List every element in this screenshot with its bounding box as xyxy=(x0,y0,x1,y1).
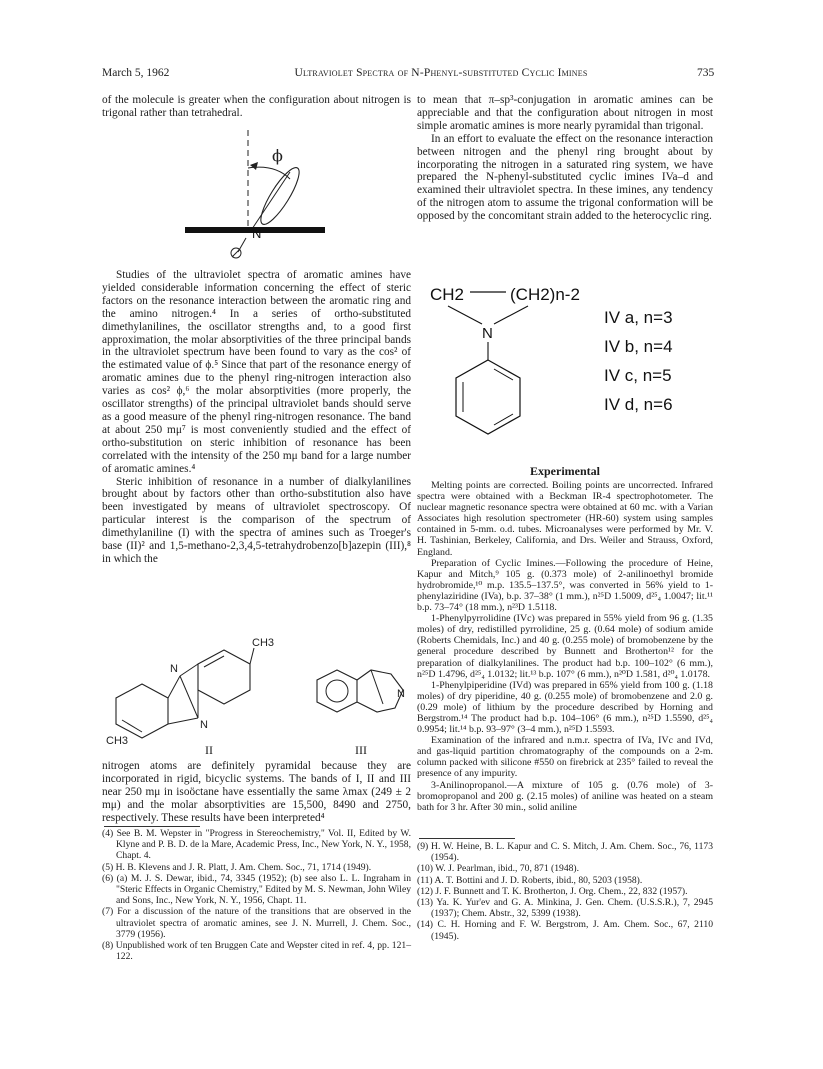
experimental-p3: 1-Phenylpiperidine (IVd) was prepared in 65% yield from 100 g. (1.18 moles) of dry piperidine, 40 g. (0.255 mole) of bromobenzene and 2.0 g. (0.29 mole) of lithium by the procedure described by Horning and Bergstrom.¹⁴ The product had b.p. 104–106° (6 mm.), n²⁵D 1.5590, d²⁵₄ 0.9954; lit.¹⁴ b.p. 93–97° (3–4 mm.), n²⁵D 1.5593. xyxy=(417,679,713,736)
compound-label-iii: III xyxy=(355,743,367,757)
benzene-ring-left xyxy=(116,684,168,738)
figure-troeger-base xyxy=(104,632,314,744)
methyl-top-label: CH3 xyxy=(252,637,275,649)
phenyl-inner-2 xyxy=(494,369,513,380)
left-main-text xyxy=(102,269,411,566)
experimental-p5: 3-Anilinopropanol.—A mixture of 105 g. (0.76 mole) of 3-bromopropanol and 200 g. (2.15 moles) of aniline was heated on a steam bath for 3 hr. After 30 min., solid aniline xyxy=(417,779,713,813)
methano-bridge xyxy=(371,670,383,704)
methyl-bottom-label: CH3 xyxy=(106,735,129,744)
footnote-12: (12) J. F. Bunnett and T. K. Brotherton, J. Org. Chem., 22, 832 (1957). xyxy=(417,885,688,897)
left-text-after-figure xyxy=(102,760,411,825)
left-text-p2: Steric inhibition of resonance in a number of dialkylanilines brought about by factors other than ortho-substitution also have been investigated by means of ultraviolet spectroscopy. Of particular interest is the comparison of the spectrum of dimethylaniline (I) with the spectra of amines such as Troeger's base (II)² and 1,5-methano-2,3,4,5-tetrahydrobenzo[b]azepin (III),⁸ in which the xyxy=(102,475,411,565)
footnote-4: (4) See B. M. Wepster in "Progress in Stereochemistry," Vol. II, Edited by W. Klyne and P. B. D. de la Mare, Academic Press, Inc., New York, N. Y., 1958, Chapt. 4. xyxy=(102,828,411,862)
footnote-8: (8) Unpublished work of ten Bruggen Cate and Wepster cited in ref. 4, pp. 121–122. xyxy=(102,940,411,963)
methylene-bridge xyxy=(180,676,198,718)
experimental-p2: 1-Phenylpyrrolidine (IVc) was prepared in 55% yield from 96 g. (1.35 moles) of dry, redistilled pyrrolidine, 25 g. (0.64 mole) of sodium amide (Roberts Chemidals, Inc.) and 40 g. (0.255 mole) of bromobenzene by the general procedure described by Bunnett and Brotherton¹² for the preparation of dialkylanilines. The product had b.p. 100–102° (6 mm.), n²⁵D 1.4796, d²⁵₄ 1.0132; lit.¹³ b.p. 107° (6 mm.), n²⁰D 1.581, d²⁰₄ 1.0178. xyxy=(417,613,713,680)
page-number: 735 xyxy=(697,67,715,79)
right-text-p1: In an effort to evaluate the effect on the resonance interaction between nitrogen and the phenyl ring brought about by incorporating the nitrogen in a saturated ring system, we have prepared the N-phenyl-substituted cyclic imines IVa–d and examined their ultraviolet spectra. In these imines, any tendency of the nitrogen atom to assume the trigonal conformation will be opposed by the concomitant strain added to the heterocyclic ring. xyxy=(417,132,713,223)
header-date: March 5, 1962 xyxy=(102,67,170,79)
bridge-n1-b xyxy=(180,664,198,676)
orbital-axis xyxy=(250,172,290,232)
left-footnote-rule xyxy=(104,826,200,827)
variant-ivb: IV b, n=4 xyxy=(604,337,673,356)
footnote-5: (5) H. B. Klevens and J. R. Platt, J. Am. Chem. Soc., 71, 1714 (1949). xyxy=(102,861,372,873)
experimental-p1: Preparation of Cyclic Imines.—Following the procedure of Heine, Kapur and Mitch,⁹ 105 g. (0.373 mole) of 2-anilinoethyl bromide hydrobromide,¹⁰ m.p. 135.5–137.5°, was converted in 56% yield to 1-phenylaziridine (IVa), b.p. 37–38° (1 mm.), n²⁵D 1.5009, d²⁵₄ 1.0047; lit.¹¹ b.p. 73–74° (18 mm.), n²³D 1.5118. xyxy=(417,557,713,614)
imine-variant-list xyxy=(604,303,673,419)
footnote-13: (13) Ya. K. Yur'ev and G. A. Minkina, J. Gen. Chem. (U.S.S.R.), 7, 2945 (1937); Chem. Abstr., 32, 5399 (1938). xyxy=(417,897,713,920)
right-footnote-rule xyxy=(419,838,515,839)
footnote-6: (6) (a) M. J. S. Dewar, ibid., 74, 3345 (1952); (b) see also L. L. Ingraham in "Steric Effects in Organic Chemistry," Edited by M. S. Newman, John Wiley and Sons, Inc., New York, N. Y., 1956, Chapt. 11. xyxy=(102,872,411,907)
nitrogen-b-label: N xyxy=(200,719,208,731)
footnote-11: (11) A. T. Bottini and J. D. Roberts, ibid., 80, 5203 (1958). xyxy=(417,874,643,886)
imine-nitrogen: N xyxy=(482,325,493,342)
bridge-n2-a xyxy=(168,718,198,724)
left-text-p3: nitrogen atoms are definitely pyramidal because they are incorporated in rigid, bicyclic systems. The bands of I, II and III near 250 mμ in isoöctane have essentially the same λmax (249 ± 2 mμ) and the molar absorptivities are 15,500, 8490 and 2750, respectively. These results have been interpreted⁴ xyxy=(102,760,411,824)
experimental-text xyxy=(417,480,713,813)
bridge-n1-a xyxy=(168,676,180,698)
compound-label-ii: II xyxy=(205,743,213,757)
ch2-label: CH2 xyxy=(430,285,465,304)
variant-iva: IV a, n=3 xyxy=(604,308,673,327)
lower-atom-slash xyxy=(232,249,240,257)
nitrogen-iii-label: N xyxy=(397,688,405,700)
benzene-ring-iii xyxy=(317,670,357,712)
left-ring-bond xyxy=(448,306,482,324)
footnote-9: (9) H. W. Heine, B. L. Kapur and C. S. Mitch, J. Am. Chem. Soc., 76, 1173 (1954). xyxy=(417,841,713,864)
chain-label: (CH2)n-2 xyxy=(510,285,580,304)
figure-nitrogen-angle xyxy=(180,124,330,264)
benzene-ring-right xyxy=(198,650,250,704)
experimental-p0: Melting points are corrected. Boiling points are uncorrected. Infrared spectra were obtained with a Beckman IR-4 spectrophotometer. The nuclear magnetic resonance spectra were obtained at 60 mc. with a Varian Associates high resolution spectrometer (HR-60) system using samples contained in 5-mm. o.d. tubes. Microanalyses were performed by Mr. V. H. Tashinian, Berkeley, California, and Drs. Weiler and Strauss, Oxford, England. xyxy=(417,480,713,558)
running-title: Ultraviolet Spectra of N-Phenyl-substituted Cyclic Imines xyxy=(294,67,588,79)
left-text-p0: of the molecule is greater when the configuration about nitrogen is trigonal rather than tetrahedral. xyxy=(102,94,411,119)
phenyl-ring xyxy=(456,360,520,434)
variant-ivc: IV c, n=5 xyxy=(604,366,672,385)
angle-arc xyxy=(248,167,290,179)
phi-symbol: ϕ xyxy=(272,146,283,165)
right-footnotes xyxy=(417,841,713,942)
variant-ivd: IV d, n=6 xyxy=(604,395,673,414)
ring-left-inner xyxy=(122,720,142,732)
left-text-p1: Studies of the ultraviolet spectra of aromatic amines have yielded considerable information concerning the effect of steric factors on the resonance interaction between the aromatic ring and the amino nitrogen.⁴ In a series of ortho-substituted dimethylanilines, the oscillator strengths and, to a good first approximation, the molar absorptivities of the three principal bands in the ultraviolet spectrum have been found to vary as the cos² of the estimated value of ϕ.⁵ Since that part of the resonance energy of aromatic amines due to the phenyl ring-nitrogen interaction also varies as cos² ϕ,⁶ the molar absorptivities (more properly, the oscillator strengths) of the principal ultraviolet bands should serve as a good measure of the phenyl ring-nitrogen resonance. The band at about 250 mμ⁷ is most conveniently studied and the effect of ortho-substitution on steric inhibition of resonance has been correlated with the intensity of the 250 mμ band for a large number of aromatic amines.⁴ xyxy=(102,269,411,475)
figure-compound-three xyxy=(313,664,413,724)
methyl-bond-top xyxy=(250,648,254,664)
ring-right-inner xyxy=(204,656,224,667)
aromatic-circle-iii xyxy=(326,680,348,702)
right-text-p0: to mean that π–sp³-conjugation in aromatic amines can be appreciable and that the configuration about nitrogen in most simple aromatic amines is more nearly pyramidal than trigonal. xyxy=(417,94,713,132)
left-paragraph-continued xyxy=(102,94,411,120)
footnote-10: (10) W. J. Pearlman, ibid., 70, 871 (1948). xyxy=(417,863,580,875)
nitrogen-a-label: N xyxy=(170,663,178,675)
right-intro-text xyxy=(417,94,713,223)
footnote-7: (7) For a discussion of the nature of the transitions that are observed in the ultraviolet spectra of aromatic amines, see J. N. Murrell, J. Chem. Soc., 3779 (1956). xyxy=(102,906,411,940)
arc-arrowhead xyxy=(250,162,258,170)
nitrogen-label: N xyxy=(252,226,262,241)
right-ring-bond xyxy=(494,306,528,324)
lone-pair-lobe xyxy=(255,163,305,229)
section-heading-experimental: Experimental xyxy=(530,464,600,478)
footnote-14: (14) C. H. Horning and F. W. Bergstrom, J. Am. Chem. Soc., 67, 2110 (1945). xyxy=(417,919,713,942)
experimental-p4: Examination of the infrared and n.m.r. spectra of IVa, IVc and IVd, and gas-liquid partition chromatography of the compounds on a 2-m. column packed with silicone #550 on firebrick at 235° failed to reveal the presence of any impurity. xyxy=(417,735,713,780)
left-footnotes xyxy=(102,828,411,962)
phenyl-inner-3 xyxy=(494,414,513,425)
